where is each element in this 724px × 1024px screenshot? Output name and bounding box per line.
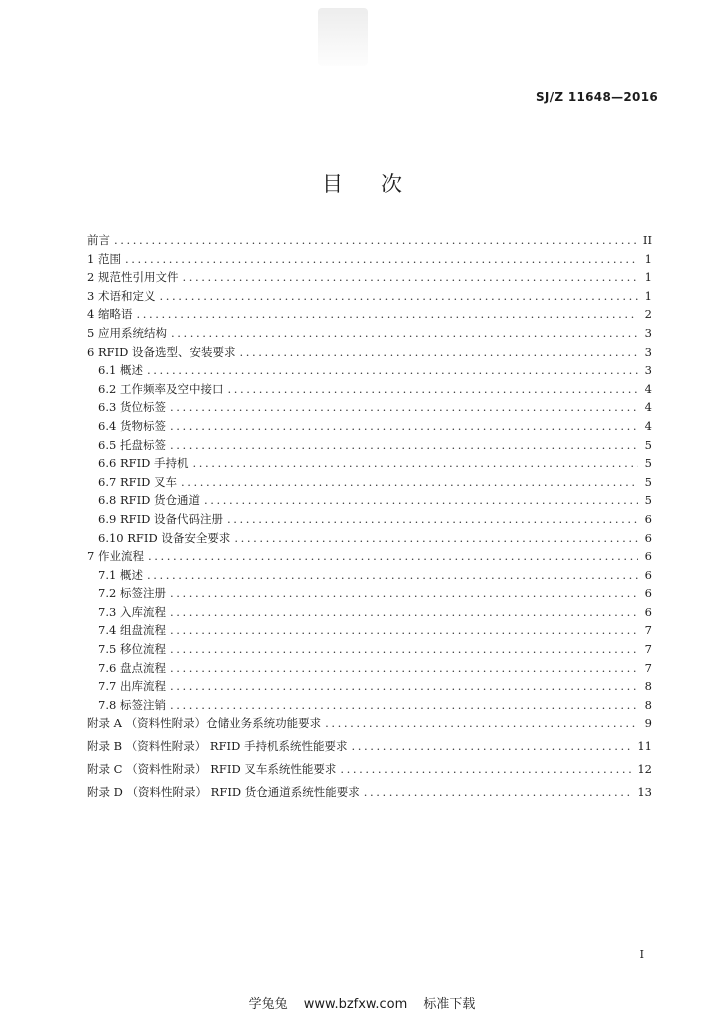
toc-entry[interactable]	[87, 344, 652, 363]
toc-entry-page: 6	[644, 604, 652, 619]
toc-leader-dots	[227, 382, 638, 396]
toc-entry-label: 6.8 RFID 货仓通道	[98, 493, 201, 508]
toc-entry[interactable]	[87, 381, 652, 400]
footer-site-name: 学兔兔	[248, 997, 288, 1012]
toc-entry-label: 1 范围	[87, 251, 121, 266]
toc-entry[interactable]	[87, 622, 652, 641]
toc-leader-dots	[136, 307, 638, 321]
toc-entry-page: 7	[644, 642, 652, 657]
toc-entry[interactable]	[87, 511, 652, 530]
toc-entry-page: 6	[644, 567, 652, 582]
toc-entry-label: 附录 C （资料性附录） RFID 叉车系统性能要求	[87, 762, 337, 777]
toc-entry[interactable]	[87, 325, 652, 344]
toc-entry[interactable]	[87, 418, 652, 437]
toc-leader-dots	[170, 586, 638, 600]
toc-entry-page: 6	[644, 511, 652, 526]
toc-leader-dots	[234, 531, 638, 545]
toc-entry[interactable]	[87, 232, 652, 251]
toc-entry[interactable]	[87, 530, 652, 549]
toc-entry-label: 6.7 RFID 叉车	[98, 474, 178, 489]
toc-entry-page: 4	[644, 400, 652, 415]
toc-entry-page: 4	[644, 418, 652, 433]
toc-entry-label: 6.9 RFID 设备代码注册	[98, 511, 223, 526]
toc-leader-dots	[204, 493, 638, 507]
toc-entry[interactable]	[87, 548, 652, 567]
toc-entry-label: 附录 D （资料性附录） RFID 货仓通道系统性能要求	[87, 785, 360, 800]
toc-leader-dots	[351, 739, 633, 753]
toc-entry-page: 3	[644, 325, 652, 340]
toc-entry-page: 6	[644, 586, 652, 601]
toc-entry-page: 3	[644, 344, 652, 359]
toc-entry-label: 6 RFID 设备选型、安装要求	[87, 344, 236, 359]
toc-leader-dots	[182, 270, 638, 284]
toc-entry-label: 6.4 货物标签	[98, 418, 166, 433]
toc-entry-label: 附录 B （资料性附录） RFID 手持机系统性能要求	[87, 739, 348, 754]
toc-entry-label: 6.3 货位标签	[98, 400, 166, 415]
toc-leader-dots	[114, 233, 638, 247]
toc-entry-label: 6.10 RFID 设备安全要求	[98, 530, 231, 545]
footer-tagline: 标准下载	[423, 997, 476, 1012]
toc-entry-page: II	[642, 233, 652, 247]
toc-entry-page: 11	[637, 739, 652, 754]
toc-leader-dots	[170, 400, 638, 414]
toc-entry-page: 2	[644, 307, 652, 322]
toc-entry-label: 6.6 RFID 手持机	[98, 456, 189, 471]
toc-entry-label: 6.1 概述	[98, 363, 143, 378]
toc-leader-dots	[181, 475, 638, 489]
toc-entry-label: 7.2 标签注册	[98, 586, 166, 601]
toc-entry-label: 3 术语和定义	[87, 288, 156, 303]
toc-entry[interactable]	[87, 492, 652, 511]
toc-entry-label: 7.1 概述	[98, 567, 143, 582]
toc-entry-page: 7	[644, 660, 652, 675]
toc-entry-page: 1	[644, 270, 652, 285]
toc-entry-label: 7.6 盘点流程	[98, 660, 166, 675]
toc-entry[interactable]	[87, 585, 652, 604]
toc-entry-page: 6	[644, 530, 652, 545]
footer	[0, 993, 724, 1012]
toc-entry-label: 2 规范性引用文件	[87, 270, 179, 285]
page-title: 目次	[322, 172, 440, 196]
toc-leader-dots	[170, 698, 638, 712]
toc-leader-dots	[240, 345, 638, 359]
toc-leader-dots	[147, 363, 638, 377]
toc-entry[interactable]	[87, 678, 652, 697]
toc-entry[interactable]	[87, 761, 652, 784]
toc-leader-dots	[147, 568, 638, 582]
toc-entry[interactable]	[87, 251, 652, 270]
toc-entry-page: 9	[644, 716, 652, 731]
scan-artifact	[318, 8, 368, 66]
toc-entry-page: 5	[644, 493, 652, 508]
toc-leader-dots	[148, 549, 638, 563]
toc-leader-dots	[170, 642, 638, 656]
toc-entry-page: 5	[644, 437, 652, 452]
toc-entry-page: 12	[637, 762, 652, 777]
toc-entry[interactable]	[87, 697, 652, 716]
footer-url-link[interactable]: www.bzfxw.com	[303, 997, 408, 1012]
toc-entry-label: 前言	[87, 233, 110, 247]
toc-leader-dots	[170, 661, 638, 675]
toc-entry-page: 1	[644, 288, 652, 303]
toc-entry[interactable]	[87, 641, 652, 660]
toc-entry-label: 5 应用系统结构	[87, 325, 167, 340]
toc-entry[interactable]	[87, 604, 652, 623]
toc-entry[interactable]	[87, 437, 652, 456]
toc-leader-dots	[340, 762, 633, 776]
toc-leader-dots	[170, 419, 638, 433]
toc-entry[interactable]	[87, 660, 652, 679]
toc-entry-page: 8	[644, 697, 652, 712]
toc-entry-label: 4 缩略语	[87, 307, 133, 322]
toc-entry-label: 7.8 标签注销	[98, 697, 166, 712]
toc-leader-dots	[325, 716, 638, 730]
toc-entry-label: 6.2 工作频率及空中接口	[98, 381, 224, 396]
toc-entry-label: 7 作业流程	[87, 549, 144, 564]
toc-entry-label: 6.5 托盘标签	[98, 437, 166, 452]
toc-entry-page: 6	[644, 549, 652, 564]
toc-entry-page: 3	[644, 363, 652, 378]
toc-entry[interactable]	[87, 784, 652, 807]
toc-leader-dots	[193, 456, 638, 470]
toc-leader-dots	[227, 512, 638, 526]
toc-entry-label: 7.5 移位流程	[98, 642, 166, 657]
toc-entry[interactable]	[87, 738, 652, 761]
toc-leader-dots	[364, 785, 634, 799]
toc-leader-dots	[170, 679, 638, 693]
page-number: I	[639, 948, 644, 961]
toc-entry-page: 7	[644, 623, 652, 638]
toc-leader-dots	[170, 623, 638, 637]
toc-entry[interactable]	[87, 567, 652, 586]
toc-entry[interactable]	[87, 399, 652, 418]
toc-leader-dots	[170, 438, 638, 452]
toc-entry[interactable]	[87, 306, 652, 325]
toc-leader-dots	[171, 326, 638, 340]
toc-entry-label: 7.7 出库流程	[98, 679, 166, 694]
toc-leader-dots	[170, 605, 638, 619]
toc-entry-label: 附录 A （资料性附录）仓储业务系统功能要求	[87, 716, 322, 731]
toc-entry-page: 5	[644, 474, 652, 489]
toc-entry[interactable]	[87, 474, 652, 493]
toc-entry[interactable]	[87, 715, 652, 738]
toc-leader-dots	[159, 289, 638, 303]
toc-entry-page: 8	[644, 679, 652, 694]
toc-entry-page: 1	[644, 251, 652, 266]
table-of-contents	[87, 232, 652, 807]
toc-entry[interactable]	[87, 455, 652, 474]
toc-entry[interactable]	[87, 269, 652, 288]
document-code: SJ/Z 11648—2016	[535, 90, 658, 104]
toc-entry-page: 5	[644, 456, 652, 471]
toc-leader-dots	[125, 252, 638, 266]
toc-entry-label: 7.4 组盘流程	[98, 623, 166, 638]
toc-entry-page: 4	[644, 381, 652, 396]
toc-entry[interactable]	[87, 288, 652, 307]
toc-entry-label: 7.3 入库流程	[98, 604, 166, 619]
toc-entry-page: 13	[637, 785, 652, 800]
toc-entry[interactable]	[87, 362, 652, 381]
